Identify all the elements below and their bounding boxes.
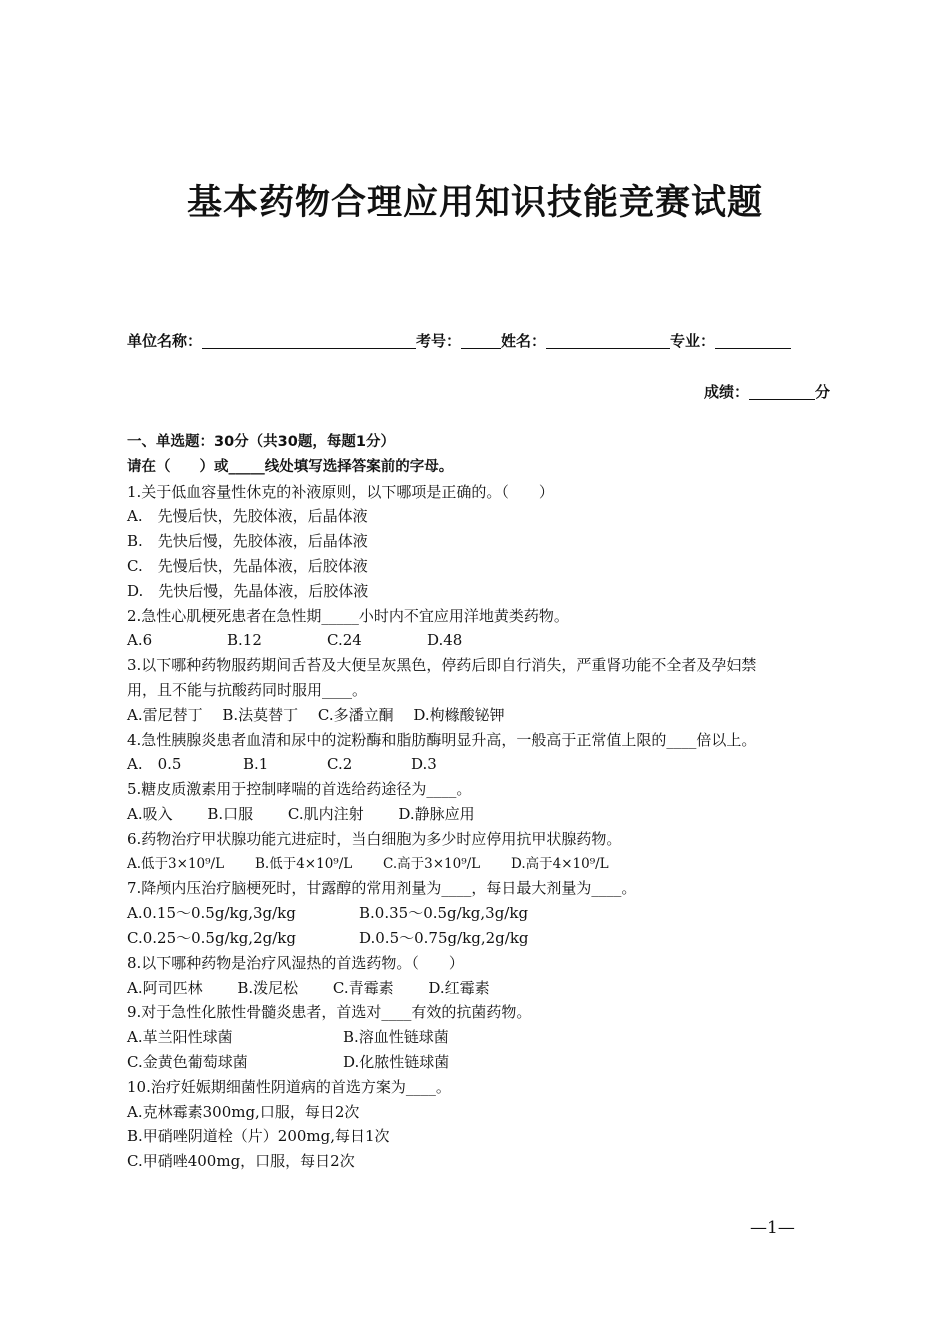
major-field[interactable] bbox=[715, 332, 791, 349]
q4-option-a: A. 0.5 bbox=[127, 755, 182, 774]
q1-option-a: A. 先慢后快，先胶体液，后晶体液 bbox=[127, 507, 368, 526]
name-label: 姓名： bbox=[501, 332, 547, 350]
q4-options bbox=[127, 752, 842, 777]
section-instruction: 请在（ ）或_____线处填写选择答案前的字母。 bbox=[127, 458, 454, 475]
q6-options bbox=[127, 852, 842, 877]
q4-option-c: C.2 bbox=[327, 755, 353, 774]
q7-options-row1 bbox=[127, 901, 842, 926]
major-label: 专业： bbox=[670, 332, 716, 350]
score-field[interactable] bbox=[749, 383, 815, 400]
q7-option-c: C.0.25～0.5g/kg,2g/kg bbox=[127, 928, 296, 947]
unit-name-field[interactable] bbox=[202, 332, 416, 349]
q2-stem: 2.急性心肌梗死患者在急性期_____小时内不宜应用洋地黄类药物。 bbox=[127, 606, 569, 625]
q7-option-b: B.0.35～0.5g/kg,3g/kg bbox=[359, 904, 529, 923]
q4-stem: 4.急性胰腺炎患者血清和尿中的淀粉酶和脂肪酶明显升高，一般高于正常值上限的____倍以上。 bbox=[127, 730, 757, 749]
q7-option-a: A.0.15～0.5g/kg,3g/kg bbox=[127, 904, 296, 923]
score-label: 成绩： bbox=[703, 383, 749, 401]
q7-stem: 7.降颅内压治疗脑梗死时，甘露醇的常用剂量为____，每日最大剂量为____。 bbox=[127, 879, 637, 898]
q2-option-b: B.12 bbox=[227, 631, 262, 650]
q6-option-b: B.低于4×10⁹/L bbox=[255, 855, 353, 872]
q7-options-row2 bbox=[127, 926, 842, 951]
q1-stem: 1.关于低血容量性休克的补液原则，以下哪项是正确的。（ ） bbox=[127, 482, 554, 501]
q4-option-b: B.1 bbox=[243, 755, 269, 774]
exam-no-label: 考号： bbox=[416, 332, 462, 350]
q3-options: A.雷尼替丁 B.法莫替丁 C.多潘立酮 D.枸橼酸铋钾 bbox=[127, 705, 505, 724]
q9-option-c: C.金黄色葡萄球菌 bbox=[127, 1052, 248, 1071]
candidate-info-row bbox=[127, 330, 791, 351]
q1-option-d: D. 先快后慢，先晶体液，后胶体液 bbox=[127, 581, 369, 600]
q6-option-a: A.低于3×10⁹/L bbox=[127, 855, 225, 872]
question-list bbox=[127, 430, 842, 1174]
q8-stem: 8.以下哪种药物是治疗风湿热的首选药物。（ ） bbox=[127, 953, 464, 972]
q6-stem: 6.药物治疗甲状腺功能亢进症时，当白细胞为多少时应停用抗甲状腺药物。 bbox=[127, 829, 622, 848]
section-heading: 一、单选题：30分（共30题，每题1分） bbox=[127, 434, 395, 450]
q3-stem-line2: 用，且不能与抗酸药同时服用____。 bbox=[127, 680, 368, 699]
q9-options-row2 bbox=[127, 1050, 842, 1075]
q9-stem: 9.对于急性化脓性骨髓炎患者，首选对____有效的抗菌药物。 bbox=[127, 1003, 532, 1022]
q2-options bbox=[127, 628, 842, 653]
page-number: —1— bbox=[750, 1218, 795, 1238]
name-field[interactable] bbox=[546, 332, 670, 349]
unit-label: 单位名称： bbox=[127, 332, 203, 350]
q3-stem-line1: 3.以下哪种药物服药期间舌苔及大便呈灰黑色，停药后即自行消失，严重肾功能不全者及孕妇禁 bbox=[127, 656, 757, 675]
q4-option-d: D.3 bbox=[411, 755, 437, 774]
q9-options-row1 bbox=[127, 1025, 842, 1050]
exam-no-field[interactable] bbox=[461, 332, 501, 349]
q8-options: A.阿司匹林 B.泼尼松 C.青霉素 D.红霉素 bbox=[127, 978, 490, 997]
q6-option-c: C.高于3×10⁹/L bbox=[383, 855, 481, 872]
q10-stem: 10.治疗妊娠期细菌性阴道病的首选方案为____。 bbox=[127, 1077, 451, 1096]
q6-option-d: D.高于4×10⁹/L bbox=[511, 855, 609, 872]
q2-option-d: D.48 bbox=[427, 631, 463, 650]
score-unit: 分 bbox=[814, 383, 830, 401]
q2-option-a: A.6 bbox=[127, 631, 153, 650]
q1-option-b: B. 先快后慢，先胶体液，后晶体液 bbox=[127, 532, 368, 551]
q5-options: A.吸入 B.口服 C.肌内注射 D.静脉应用 bbox=[127, 804, 475, 823]
score-row bbox=[704, 381, 830, 402]
q2-option-c: C.24 bbox=[327, 631, 362, 650]
q10-option-a: A.克林霉素300mg,口服，每日2次 bbox=[127, 1102, 360, 1121]
q1-option-c: C. 先慢后快，先晶体液，后胶体液 bbox=[127, 556, 368, 575]
q7-option-d: D.0.5～0.75g/kg,2g/kg bbox=[359, 928, 529, 947]
q9-option-a: A.革兰阳性球菌 bbox=[127, 1028, 233, 1047]
q5-stem: 5.糖皮质激素用于控制哮喘的首选给药途径为____。 bbox=[127, 780, 472, 799]
q10-option-c: C.甲硝唑400mg，口服，每日2次 bbox=[127, 1152, 355, 1171]
exam-title: 基本药物合理应用知识技能竞赛试题 bbox=[186, 183, 763, 223]
q9-option-d: D.化脓性链球菌 bbox=[343, 1052, 450, 1071]
q9-option-b: B.溶血性链球菌 bbox=[343, 1028, 449, 1047]
q10-option-b: B.甲硝唑阴道栓（片）200mg,每日1次 bbox=[127, 1127, 390, 1146]
